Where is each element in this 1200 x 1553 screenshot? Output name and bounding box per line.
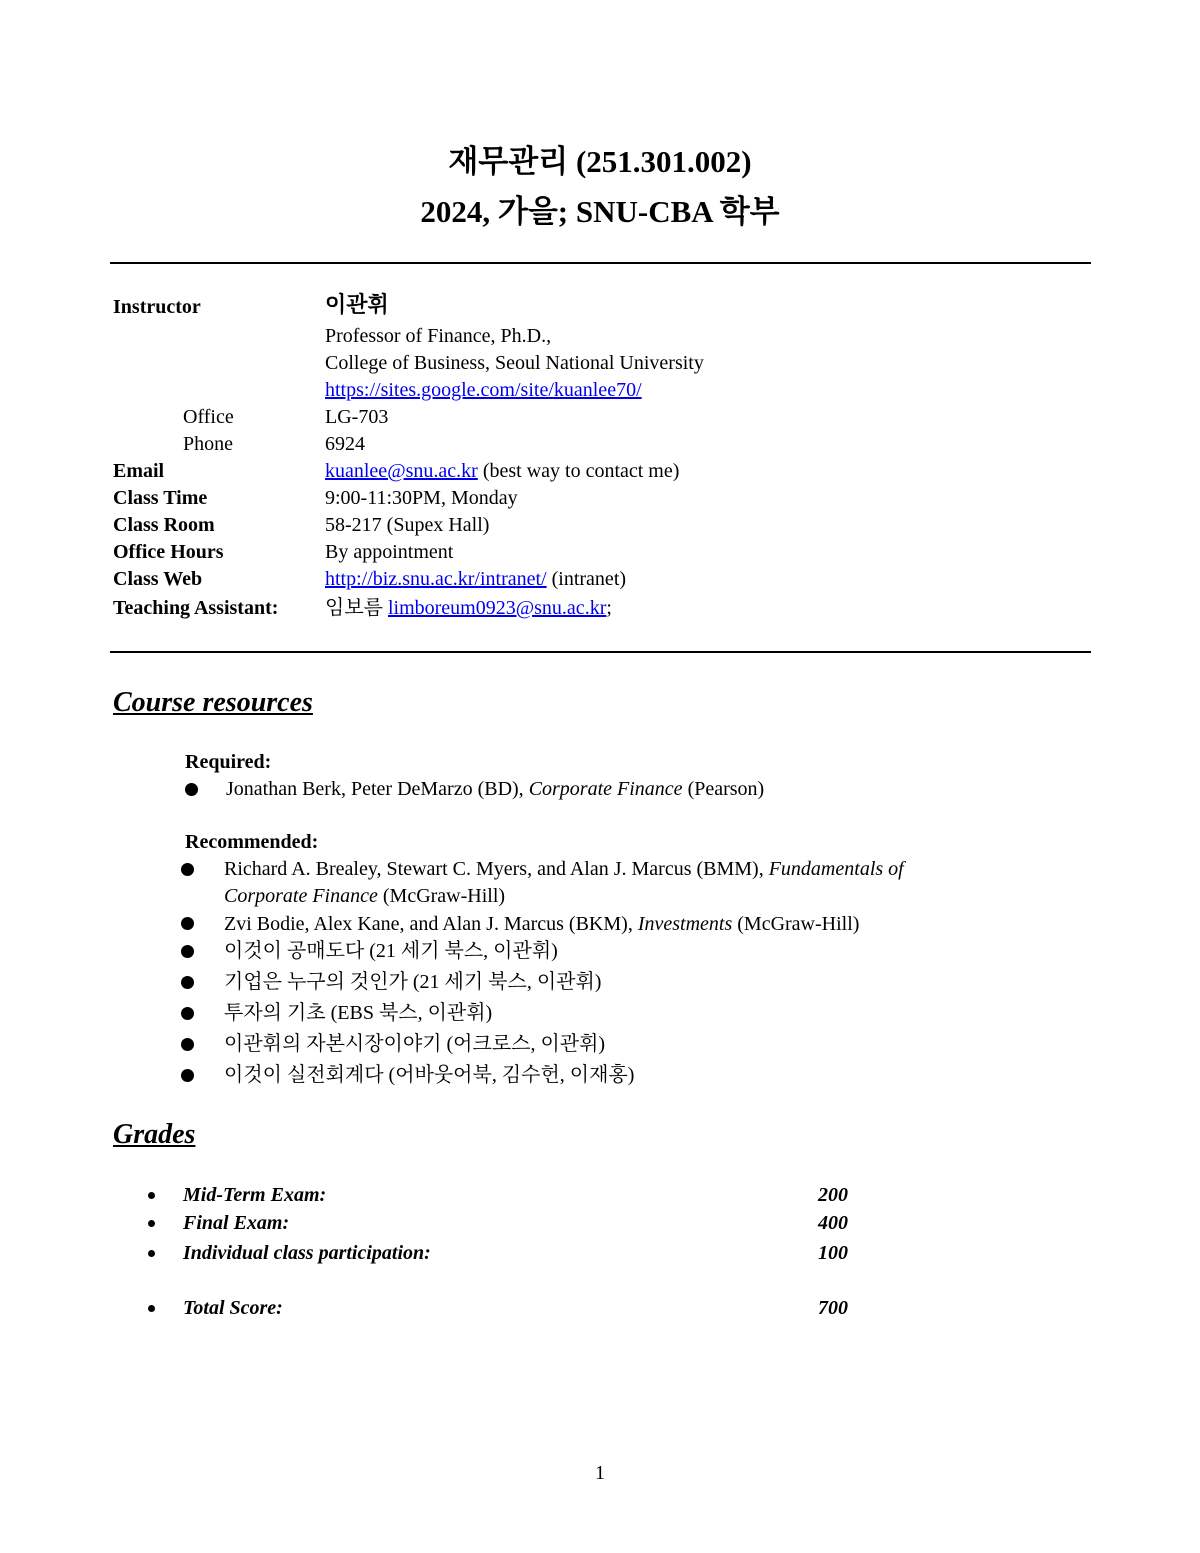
grade-item-label: Mid-Term Exam:	[183, 1184, 327, 1206]
office-label: Office	[183, 406, 234, 428]
page-title-line-1: 재무관리 (251.301.002)	[448, 144, 752, 179]
class-web-row	[325, 566, 626, 592]
bullet-icon	[181, 863, 194, 876]
ta-suffix: ;	[606, 597, 612, 619]
bullet-icon	[185, 783, 198, 796]
recommended-item-continued: Corporate Finance (McGraw-Hill)	[224, 885, 506, 907]
bullet-icon	[181, 945, 194, 958]
total-score-label: Total Score:	[183, 1297, 283, 1319]
bullet-icon	[181, 1007, 194, 1020]
total-score-value: 700	[818, 1297, 848, 1319]
page-title-line-2: 2024, 가을; SNU-CBA 학부	[420, 194, 780, 229]
class-web-link[interactable]: http://biz.snu.ac.kr/intranet/	[325, 568, 547, 590]
class-web-label: Class Web	[113, 568, 203, 590]
email-link[interactable]: kuanlee@snu.ac.kr	[325, 460, 478, 482]
office-hours-label: Office Hours	[113, 541, 224, 563]
ta-row	[325, 595, 612, 621]
ta-email-link[interactable]: limboreum0923@snu.ac.kr	[387, 597, 607, 619]
instructor-label: Instructor	[113, 296, 201, 318]
recommended-item: 기업은 누구의 것인가 (21 세기 북스, 이관휘)	[224, 971, 602, 993]
bullet-icon	[181, 976, 194, 989]
bullet-icon	[148, 1220, 155, 1227]
required-item: Jonathan Berk, Peter DeMarzo (BD), Corporate Finance (Pearson)	[226, 778, 765, 800]
bullet-icon	[181, 1069, 194, 1082]
bullet-icon	[148, 1192, 155, 1199]
class-time-label: Class Time	[113, 487, 208, 509]
class-room-value: 58-217 (Supex Hall)	[325, 514, 490, 536]
recommended-item: 이것이 실전회계다 (어바웃어북, 김수헌, 이재홍)	[224, 1064, 635, 1086]
top-divider	[110, 262, 1091, 264]
grades-heading: Grades	[113, 1119, 196, 1150]
recommended-item: 이것이 공매도다 (21 세기 북스, 이관휘)	[224, 940, 558, 962]
class-web-note: (intranet)	[546, 568, 627, 590]
recommended-item: 이관휘의 자본시장이야기 (어크로스, 이관휘)	[224, 1033, 606, 1055]
grade-item-label: Individual class participation:	[183, 1242, 431, 1264]
ta-name: 임보름	[325, 597, 388, 619]
grade-item-value: 400	[818, 1212, 848, 1234]
instructor-site-link[interactable]: https://sites.google.com/site/kuanlee70/	[325, 379, 642, 401]
middle-divider	[110, 651, 1091, 653]
recommended-item: Richard A. Brealey, Stewart C. Myers, and Alan J. Marcus (BMM), Fundamentals of	[224, 858, 904, 880]
instructor-title: Professor of Finance, Ph.D.,	[325, 325, 552, 347]
email-note: (best way to contact me)	[477, 460, 680, 482]
email-label: Email	[113, 460, 165, 482]
class-time-value: 9:00-11:30PM, Monday	[325, 487, 518, 509]
grade-item-value: 100	[818, 1242, 848, 1264]
instructor-site-row	[325, 377, 642, 403]
course-resources-heading: Course resources	[113, 687, 313, 718]
bullet-icon	[181, 1038, 194, 1051]
office-value: LG-703	[325, 406, 389, 428]
email-row	[325, 458, 679, 484]
recommended-label: Recommended:	[185, 831, 319, 853]
grade-item-value: 200	[818, 1184, 848, 1206]
page-number: 1	[595, 1462, 605, 1484]
instructor-affiliation: College of Business, Seoul National University	[325, 352, 704, 374]
recommended-item: Zvi Bodie, Alex Kane, and Alan J. Marcus (BKM), Investments (McGraw-Hill)	[224, 913, 860, 935]
phone-value: 6924	[325, 433, 365, 455]
recommended-item: 투자의 기초 (EBS 북스, 이관휘)	[224, 1002, 493, 1024]
bullet-icon	[148, 1305, 155, 1312]
grade-item-label: Final Exam:	[183, 1212, 290, 1234]
class-room-label: Class Room	[113, 514, 215, 536]
instructor-name: 이관휘	[325, 292, 389, 317]
office-hours-value: By appointment	[325, 541, 454, 563]
bullet-icon	[148, 1250, 155, 1257]
phone-label: Phone	[183, 433, 233, 455]
required-label: Required:	[185, 751, 272, 773]
ta-label: Teaching Assistant:	[113, 597, 279, 619]
bullet-icon	[181, 917, 194, 930]
